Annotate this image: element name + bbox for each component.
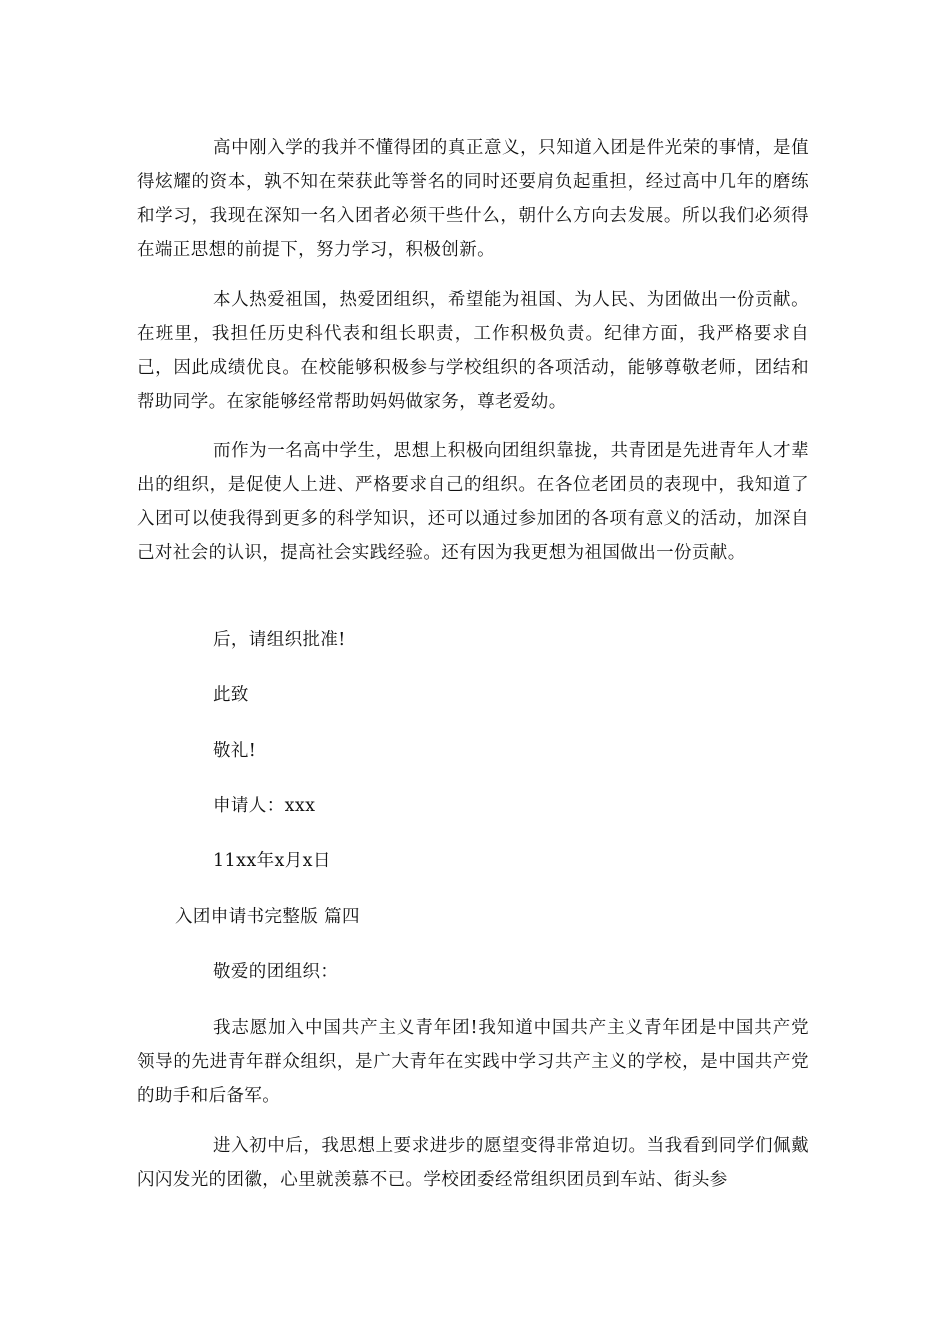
section-heading: 入团申请书完整版 篇四	[175, 907, 360, 927]
section4-paragraph-2: 进入初中后，我思想上要求进步的愿望变得非常迫切。当我看到同学们佩戴闪闪发光的团徽，心里就羡慕不已。学校团委经常组织团员到车站、街头参	[137, 1136, 809, 1190]
greeting: 敬爱的团组织：	[213, 962, 339, 982]
application-date: 11xx年x月x日	[213, 851, 331, 871]
applicant-name: 申请人：xxx	[213, 796, 316, 816]
section4-paragraph-1: 我志愿加入中国共产主义青年团!我知道中国共产主义青年团是中国共产党领导的先进青年群众组织，是广大青年在实践中学习共产主义的学校，是中国共产党的助手和后备军。	[137, 1018, 809, 1106]
paragraph-1: 高中刚入学的我并不懂得团的真正意义，只知道入团是件光荣的事情，是值得炫耀的资本，孰不知在荣获此等誉名的同时还要肩负起重担，经过高中几年的磨练和学习，我现在深知一名入团者必须干些什么，朝什么方向去发展。所以我们必须得在端正思想的前提下，努力学习，积极创新。	[137, 138, 809, 260]
closing-salutation-2: 敬礼!	[213, 741, 257, 761]
closing-salutation-1: 此致	[213, 685, 249, 705]
paragraph-2: 本人热爱祖国，热爱团组织，希望能为祖国、为人民、为团做出一份贡献。在班里，我担任历史科代表和组长职责，工作积极负责。纪律方面，我严格要求自己，因此成绩优良。在校能够积极参与学校组织的各项活动，能够尊敬老师，团结和帮助同学。在家能够经常帮助妈妈做家务，尊老爱幼。	[137, 290, 809, 412]
closing-request: 后，请组织批准!	[213, 630, 346, 650]
paragraph-3: 而作为一名高中学生，思想上积极向团组织靠拢，共青团是先进青年人才辈出的组织，是促使人上进、严格要求自己的组织。在各位老团员的表现中，我知道了入团可以使我得到更多的科学知识，还可以通过参加团的各项有意义的活动，加深自己对社会的认识，提高社会实践经验。还有因为我更想为祖国做出一份贡献。	[137, 441, 809, 563]
